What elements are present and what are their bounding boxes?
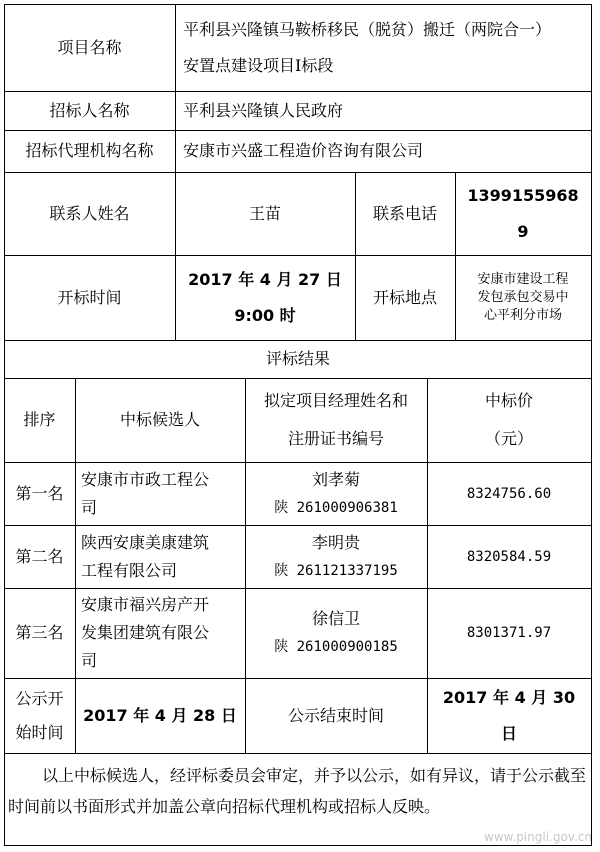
header-manager: 拟定项目经理姓名和 注册证书编号: [263, 391, 408, 448]
candidate-manager: 刘孝菊 陕 261000906381: [274, 469, 398, 516]
contact-label: 联系人姓名: [49, 203, 130, 223]
candidate-price: 8324756.60: [466, 485, 552, 502]
candidate-rank: 第二名: [15, 546, 64, 566]
candidate-company: 安康市福兴房产开 发集团建筑有限公 司: [81, 595, 210, 670]
result-title: 评标结果: [265, 349, 330, 368]
objection-note: 以上中标候选人，经评标委员会审定，并予以公示，如有异议，请于公示截至时间前以书面形式并加盖公章向招标代理机构或招标人反映。: [8, 766, 587, 816]
opening-place-label: 开标地点: [372, 287, 437, 307]
project-label: 项目名称: [57, 37, 122, 57]
candidate-rank: 第三名: [15, 623, 64, 642]
candidate-company: 安康市市政工程公 司: [81, 469, 210, 517]
publicity-start-label: 公示开 始时间: [15, 688, 64, 742]
table-line: [4, 845, 592, 846]
publicity-start-date: 2017 年 4 月 28 日: [83, 705, 237, 725]
candidate-price: 8320584.59: [466, 548, 552, 565]
header-price: 中标价 （元）: [484, 391, 533, 448]
publicity-end-label: 公示结束时间: [287, 705, 384, 725]
candidate-manager: 徐信卫 陕 261000900185: [274, 609, 398, 655]
project-value: 平利县兴隆镇马鞍桥移民（脱贫）搬迁（两院合一） 安置点建设项目Ⅰ标段: [183, 19, 552, 75]
opening-time: 2017 年 4 月 27 日 9:00 时: [188, 269, 342, 325]
contact-phone-label: 联系电话: [372, 203, 437, 223]
publicity-end-date: 2017 年 4 月 30 日: [442, 687, 576, 743]
tenderer-value: 平利县兴隆镇人民政府: [183, 100, 344, 120]
tenderer-label: 招标人名称: [49, 100, 130, 120]
candidate-manager: 李明贵 陕 261121337195: [274, 532, 398, 579]
candidate-price: 8301371.97: [466, 625, 552, 641]
opening-place: 安康市建设工程 发包承包交易中 心平利分市场: [477, 271, 569, 323]
site-watermark: www.pingli.gov.cn: [484, 830, 592, 844]
candidate-company: 陕西安康美康建筑 工程有限公司: [81, 532, 210, 580]
header-candidate: 中标候选人: [119, 410, 200, 429]
candidate-rank: 第一名: [15, 483, 64, 503]
contact-name: 王苗: [248, 203, 281, 223]
opening-time-label: 开标时间: [57, 287, 122, 307]
agency-label: 招标代理机构名称: [25, 141, 154, 160]
contact-phone: 1399155968 9: [467, 185, 579, 241]
table-line: [4, 753, 592, 754]
header-rank: 排序: [23, 410, 56, 429]
agency-value: 安康市兴盛工程造价咨询有限公司: [183, 141, 424, 160]
table-line: [591, 4, 592, 846]
